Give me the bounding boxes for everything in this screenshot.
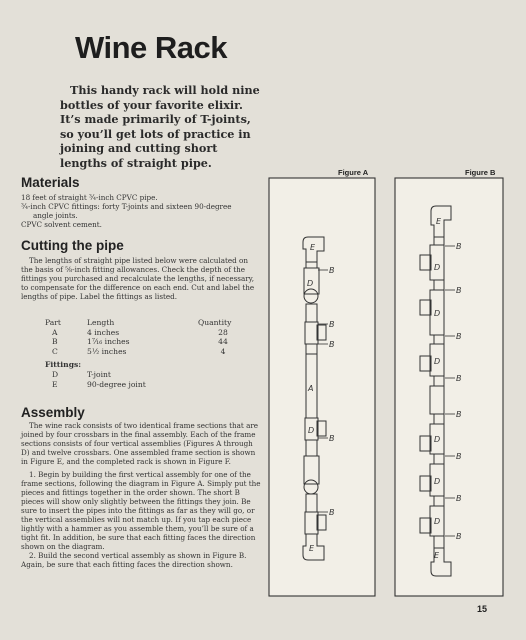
figure-b-label-D: D xyxy=(434,477,441,486)
assembly-paragraph: The wine rack consists of two identical frame sections that are joined by four crossbars in the final assembly. Each of the frame sections consists of four vertical assemblies (Figures A through D) and twelve crossbars. One assembled frame section is shown in Figure E, and the completed rack is shown in Figure F. xyxy=(21,421,259,466)
figure-a-label-E: E xyxy=(309,544,315,553)
figure-b-label-E: E xyxy=(434,551,440,560)
part-quantity: 4 xyxy=(220,346,226,356)
page-number: 15 xyxy=(477,604,488,614)
part-letter: C xyxy=(52,346,58,356)
materials-line: ¾-inch CPVC fittings: forty T-joints and sixteen 90-degree xyxy=(21,202,232,211)
header-length: Length xyxy=(87,318,115,327)
fitting-letter: D xyxy=(52,369,59,379)
figure-b-label-B: B xyxy=(456,452,462,461)
part-quantity: 44 xyxy=(218,337,228,347)
figure-b-label: Figure B xyxy=(465,168,496,177)
figure-b-label-D: D xyxy=(434,309,441,318)
figure-b-label-D: D xyxy=(434,357,441,366)
materials-line: angle joints. xyxy=(33,211,78,220)
figure-b-label-B: B xyxy=(456,286,462,295)
part-quantity: 28 xyxy=(218,327,228,337)
figure-a-label-B: B xyxy=(329,434,335,443)
figure-b-label-B: B xyxy=(456,332,462,341)
figure-a-label-D: D xyxy=(308,426,315,435)
figure-b-label-D: D xyxy=(434,517,441,526)
figure-b-frame xyxy=(395,178,503,596)
assembly-heading: Assembly xyxy=(21,405,85,420)
figure-a-label-B: B xyxy=(329,266,335,275)
figure-b-label-E: E xyxy=(436,217,442,226)
figure-a-label-B: B xyxy=(329,320,335,329)
materials-line: 18 feet of straight ¾-inch CPVC pipe. xyxy=(21,193,158,202)
intro-paragraph: This handy rack will hold nine bottles of your favorite elixir. It’s made primarily of T-joints, so you’ll get lots of practice in joining and cutting short lengths of straight pipe. xyxy=(60,83,260,170)
header-part: Part xyxy=(45,318,61,327)
part-letter: B xyxy=(52,337,58,347)
cutting-paragraph: The lengths of straight pipe listed below were calculated on the basis of ⅝-inch fitting allowances. Check the depth of the fittings you purchased and recalculate the lengths, if necessary, to compensate for the difference on each end. Cut and label the lengths of pipe. Label the fittings as listed. xyxy=(21,256,255,301)
fitting-name: 90-degree joint xyxy=(87,379,146,389)
page-title: Wine Rack xyxy=(75,30,227,65)
figure-b-label-B: B xyxy=(456,242,462,251)
part-length: 5½ inches xyxy=(87,346,127,356)
figure-a-label-B: B xyxy=(329,340,335,349)
figure-a-label: Figure A xyxy=(338,168,369,177)
fittings-label: Fittings: xyxy=(45,360,82,370)
fitting-letter: E xyxy=(52,379,58,389)
figure-a-label-B: B xyxy=(329,508,335,517)
figure-a-label-A: A xyxy=(308,384,314,393)
figure-b-label-B: B xyxy=(456,374,462,383)
figure-b-label-D: D xyxy=(434,263,441,272)
figure-a-label-E: E xyxy=(310,243,316,252)
figure-a-label-D: D xyxy=(307,279,314,288)
cutting-heading: Cutting the pipe xyxy=(21,238,124,253)
figure-b-label-B: B xyxy=(456,494,462,503)
figure-a-frame xyxy=(269,178,375,596)
assembly-paragraph: 2. Build the second vertical assembly as shown in Figure B. Again, be sure that each fitting faces the direction shown. xyxy=(21,551,247,569)
part-length: 1⁷⁄₁₆ inches xyxy=(87,337,130,347)
fitting-name: T-joint xyxy=(87,369,111,379)
figure-b-label-D: D xyxy=(434,435,441,444)
header-quantity: Quantity xyxy=(198,318,232,327)
figure-b-label-B: B xyxy=(456,410,462,419)
figure-b-label-B: B xyxy=(456,532,462,541)
assembly-paragraph: 1. Begin by building the first vertical assembly for one of the frame sections, following the diagram in Figure A. Simply put the pieces and fittings together in the order shown. The short B pieces will show only slightly between the fittings they join. Be sure to insert the pipes into the fittings as far as they will go, or the vertical assemblies will not match up. If you tap each piece lightly with a hammer as you assemble them, you’ll be sure of a tight fit. In addition, be sure that each fitting faces the direction shown on the diagram. xyxy=(21,470,261,551)
materials-heading: Materials xyxy=(21,175,80,190)
part-length: 4 inches xyxy=(87,327,120,337)
materials-line: CPVC solvent cement. xyxy=(21,220,102,229)
part-letter: A xyxy=(52,327,58,337)
